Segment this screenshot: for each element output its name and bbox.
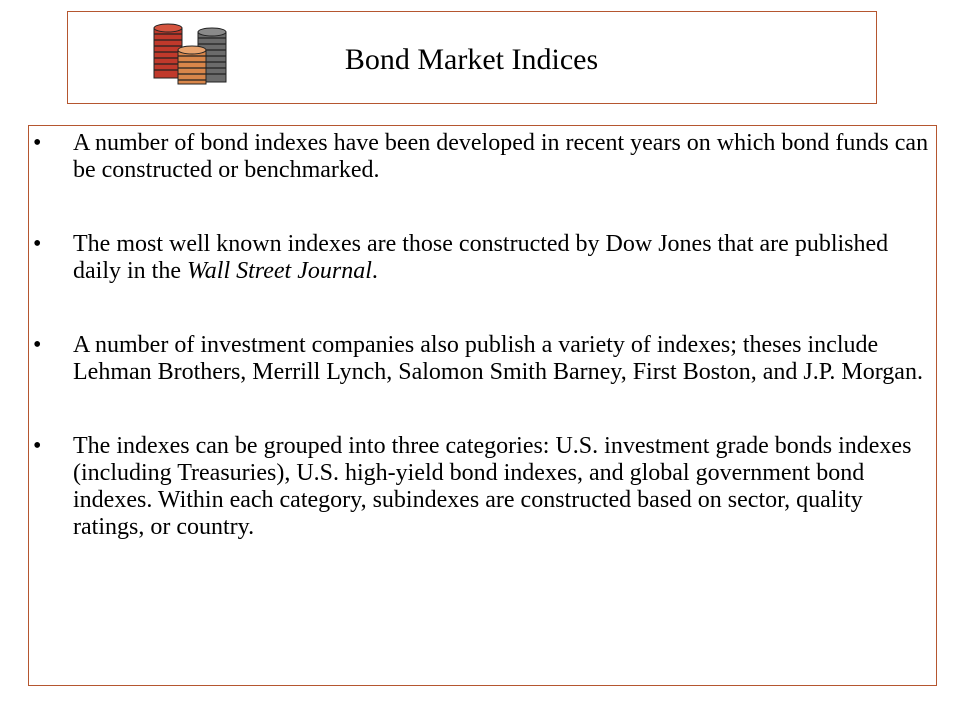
- bullet-list: [30, 130, 930, 588]
- bullet-text: A number of investment companies also publish a variety of indexes; theses include Lehman Brothers, Merrill Lynch, Salomon Smith Barney, First Boston, and J.P. Morgan.: [73, 332, 923, 385]
- bullet-text-end: .: [371, 258, 378, 284]
- bullet-dot: •: [33, 231, 42, 257]
- bullet-text: The indexes can be grouped into three categories: U.S. investment grade bonds indexes (including Treasuries), U.S. high-yield bond indexes, and global government bond indexes. Within each category, subindexes are constructed based on sector, quality ratings, or country.: [73, 433, 912, 540]
- bullet-text: A number of bond indexes have been developed in recent years on which bond funds can be constructed or benchmarked.: [73, 130, 929, 183]
- slide-title: Bond Market Indices: [344, 43, 599, 76]
- bullet-item: [30, 231, 930, 285]
- bullet-text-start: The most well known indexes are those constructed by Dow Jones that are published daily in the: [73, 231, 889, 284]
- bullet-text: [73, 231, 888, 284]
- bullet-item: [30, 332, 930, 386]
- bullet-item: [30, 433, 930, 541]
- bullet-text-emphasis: Wall Street Journal: [186, 258, 372, 284]
- bullet-dot: •: [33, 130, 42, 156]
- bullet-dot: •: [33, 332, 42, 358]
- bullet-item: [30, 130, 930, 184]
- bullet-dot: •: [33, 433, 42, 459]
